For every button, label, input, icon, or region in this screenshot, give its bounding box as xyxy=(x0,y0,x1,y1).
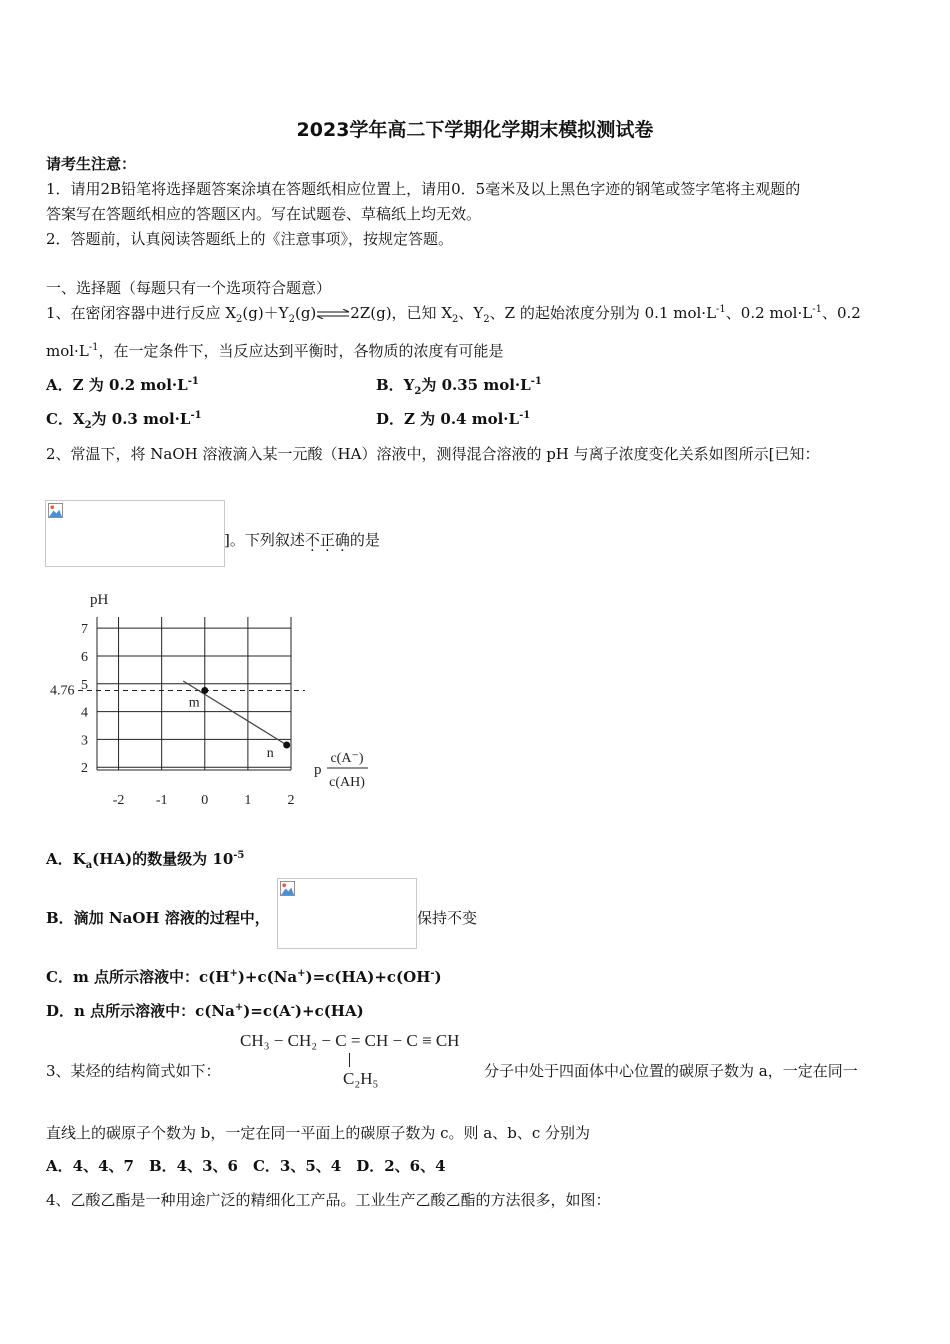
q1-option-d[interactable]: D．Z 为 0.4 $mol\cdot L^{-1}$ xyxy=(376,410,531,428)
q2-option-c[interactable]: C．m 点所示溶液中：c(H+)+c(Na+)=c(HA)+c(OH-) xyxy=(46,968,442,986)
x-tick-label: 0 xyxy=(201,793,209,808)
reference-line-label: 4.76 xyxy=(50,683,75,699)
q3-stem-line-2: 直线上的碳原子个数为 b，一定在同一平面上的碳原子数为 c。则 a、b、c 分别为 xyxy=(46,1124,591,1142)
y-tick-label: 2 xyxy=(81,761,88,777)
q1-option-b[interactable]: B．$Y_2$为 0.35 $mol\cdot L^{-1}$ xyxy=(376,376,542,397)
x-tick-label: 2 xyxy=(287,793,295,808)
q3-stem-a: 3、某烃的结构简式如下： xyxy=(46,1062,221,1080)
page-title: 2023学年高二下学期化学期末模拟测试卷 xyxy=(296,119,654,141)
q2-option-b[interactable]: B．滴加 NaOH 溶液的过程中， xyxy=(46,909,270,927)
data-point-m xyxy=(201,687,208,694)
structural-formula-branch: C₂H₅ xyxy=(343,1069,379,1088)
q3-options[interactable]: A．4、4、7 B．4、3、6 C．3、5、4 D．2、6、4 xyxy=(46,1157,446,1175)
equilibrium-arrow-icon xyxy=(316,309,350,319)
missing-expression-image xyxy=(277,878,417,949)
y-tick-label: 6 xyxy=(81,649,88,665)
q2-stem-tail: ]。下列叙述不正确的是 xyxy=(224,531,380,549)
q1-option-a[interactable]: A．Z 为 0.2 $mol\cdot L^{-1}$ xyxy=(46,376,199,394)
ph-chart xyxy=(40,585,380,810)
notice-line-1: 1．请用2B铅笔将选择题答案涂填在答题纸相应位置上，请用0．5毫米及以上黑色字迹的钢笔或签字笔将主观题的 xyxy=(46,180,801,198)
x-tick-label: -2 xyxy=(112,793,125,808)
section-heading: 一、选择题（每题只有一个选项符合题意） xyxy=(46,279,332,297)
q2-option-d[interactable]: D．n 点所示溶液中：c(Na+)=c(A-)+c(HA) xyxy=(46,1002,364,1020)
y-axis-label: pH xyxy=(90,592,109,608)
x-axis-label-numerator: c(A⁻) xyxy=(330,751,364,766)
notice-line-3: 2．答题前，认真阅读答题纸上的《注意事项》，按规定答题。 xyxy=(46,230,454,248)
x-tick-label: 1 xyxy=(244,793,252,808)
q1-stem-line-1: 1、在密闭容器中进行反应 $X_2(g)+Y_2(g)$ 2Z(g)，已知 $X_2$、$Y_2$、Z 的起始浓度分别为 0.1 $mol\cdot L^{-1}$、0.2 $mol\cdot L^{-1}$、0.2 xyxy=(46,304,861,325)
notice-line-2: 答案写在答题纸相应的答题区内。写在试题卷、草稿纸上均无效。 xyxy=(46,205,482,223)
q1-stem-line-2: $mol\cdot L^{-1}$，在一定条件下，当反应达到平衡时，各物质的浓度有可能是 xyxy=(46,342,504,360)
q4-stem: 4、乙酸乙酯是一种用途广泛的精细化工产品。工业生产乙酸乙酯的方法很多，如图： xyxy=(46,1191,611,1209)
broken-image-icon xyxy=(280,881,295,896)
data-label-n: n xyxy=(266,745,274,761)
y-tick-label: 4 xyxy=(81,705,88,721)
data-label-m: m xyxy=(188,695,200,711)
q2-stem: 2、常温下，将 NaOH 溶液滴入某一元酸（HA）溶液中，测得混合溶液的 pH 与离子浓度变化关系如图所示[已知： xyxy=(46,445,820,463)
broken-image-icon xyxy=(48,503,63,518)
q2-option-b-tail: 保持不变 xyxy=(417,909,478,927)
data-point-n xyxy=(283,741,290,748)
formula-branch-bond xyxy=(349,1053,350,1067)
q2-option-a[interactable]: A．$K_a(HA)$的数量级为 $10^{-5}$ xyxy=(46,850,245,871)
notice-heading: 请考生注意： xyxy=(46,155,137,173)
y-tick-label: 7 xyxy=(81,622,88,638)
y-tick-label: 5 xyxy=(81,677,88,693)
structural-formula: CH₃ − CH₂ − C = CH − C ≡ CH xyxy=(240,1031,460,1050)
q1-option-c[interactable]: C．$X_2$为 0.3 $mol\cdot L^{-1}$ xyxy=(46,410,202,431)
missing-formula-image xyxy=(45,500,225,567)
q3-stem-b: 分子中处于四面体中心位置的碳原子数为 a，一定在同一 xyxy=(484,1062,858,1080)
x-tick-label: -1 xyxy=(155,793,168,808)
x-axis-label-prefix: p xyxy=(314,762,322,778)
y-tick-label: 3 xyxy=(81,733,88,749)
x-axis-label-denominator: c(AH) xyxy=(329,775,365,790)
